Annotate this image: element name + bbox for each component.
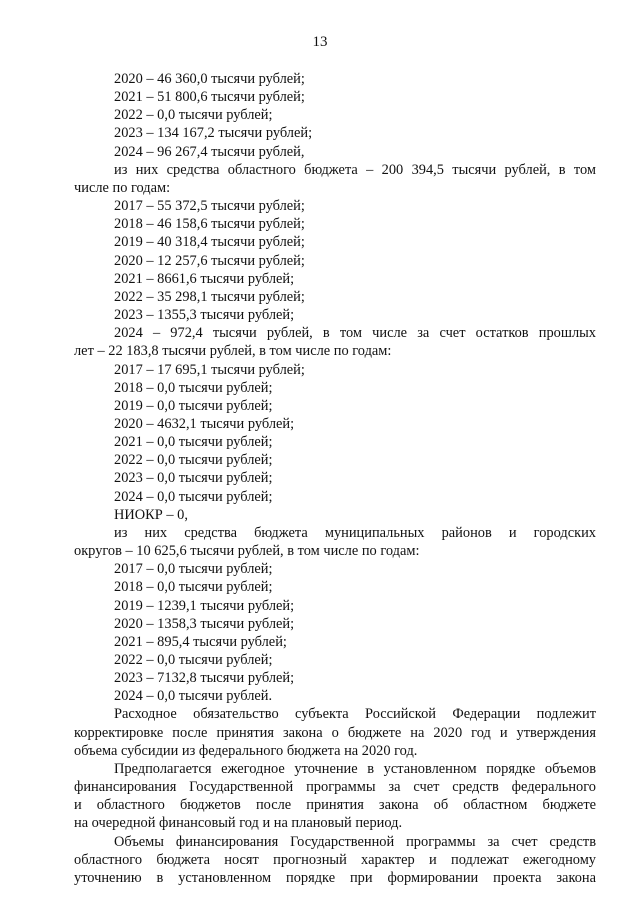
text-line: из них средства бюджета муниципальных районов и городских xyxy=(114,524,596,541)
text-line: 2023 – 134 167,2 тысячи рублей; xyxy=(114,125,313,142)
text-line: 2023 – 0,0 тысячи рублей; xyxy=(114,470,273,487)
text-line: Расходное обязательство субъекта Российской Федерации подлежит xyxy=(114,706,596,723)
text-line: на очередной финансовый год и на плановый период. xyxy=(74,815,403,832)
page-number: 13 xyxy=(312,34,328,50)
document-body xyxy=(74,70,596,887)
text-line: 2019 – 0,0 тысячи рублей; xyxy=(114,397,273,414)
text-line: числе по годам: xyxy=(74,179,171,196)
text-line: округов – 10 625,6 тысячи рублей, в том числе по годам: xyxy=(74,543,420,560)
text-line: 2021 – 51 800,6 тысячи рублей; xyxy=(114,89,305,106)
text-line: 2018 – 0,0 тысячи рублей; xyxy=(114,379,273,396)
text-line: 2020 – 1358,3 тысячи рублей; xyxy=(114,615,295,632)
text-line: областного бюджета носят прогнозный характер и подлежат ежегодному xyxy=(74,851,596,868)
text-line: корректировке после принятия закона о бюджете на 2020 год и утверждения xyxy=(74,724,596,741)
text-line: 2019 – 1239,1 тысячи рублей; xyxy=(114,597,295,614)
text-line: из них средства областного бюджета – 200 394,5 тысячи рублей, в том xyxy=(114,161,596,178)
text-line: 2022 – 0,0 тысячи рублей; xyxy=(114,452,273,469)
text-line: объема субсидии из федерального бюджета на 2020 год. xyxy=(74,742,418,759)
text-line: лет – 22 183,8 тысячи рублей, в том числе по годам: xyxy=(74,343,392,360)
text-line: финансирования Государственной программы за счет средств федерального xyxy=(74,779,596,796)
text-line: 2020 – 4632,1 тысячи рублей; xyxy=(114,415,295,432)
text-line: 2022 – 0,0 тысячи рублей; xyxy=(114,652,273,668)
text-line: 2024 – 972,4 тысячи рублей, в том числе за счет остатков прошлых xyxy=(114,325,596,342)
text-line: 2018 – 0,0 тысячи рублей; xyxy=(114,579,273,596)
text-line: 2021 – 8661,6 тысячи рублей; xyxy=(114,270,295,287)
text-line: 2023 – 1355,3 тысячи рублей; xyxy=(114,307,295,324)
text-line: 2021 – 895,4 тысячи рублей; xyxy=(114,633,287,650)
text-line: 2018 – 46 158,6 тысячи рублей; xyxy=(114,216,305,233)
text-line: 2023 – 7132,8 тысячи рублей; xyxy=(114,670,295,687)
text-line: 2017 – 55 372,5 тысячи рублей; xyxy=(114,198,305,215)
text-line: 2020 – 12 257,6 тысячи рублей; xyxy=(114,252,305,269)
text-line: 2024 – 0,0 тысячи рублей; xyxy=(114,488,273,505)
text-line: 2019 – 40 318,4 тысячи рублей; xyxy=(114,234,305,251)
text-line: 2017 – 17 695,1 тысячи рублей; xyxy=(114,361,305,378)
text-line: Объемы финансирования Государственной программы за счет средств xyxy=(114,833,596,850)
text-line: НИОКР – 0, xyxy=(114,506,188,523)
text-line: 2021 – 0,0 тысячи рублей; xyxy=(114,434,273,451)
text-line: 2017 – 0,0 тысячи рублей; xyxy=(114,561,273,578)
text-line: 2022 – 0,0 тысячи рублей; xyxy=(114,107,273,124)
text-line: Предполагается ежегодное уточнение в установленном порядке объемов xyxy=(114,760,596,777)
text-line: 2022 – 35 298,1 тысячи рублей; xyxy=(114,288,305,305)
text-line: 2024 – 96 267,4 тысячи рублей, xyxy=(114,143,305,160)
text-line: 2024 – 0,0 тысячи рублей. xyxy=(114,688,273,705)
text-line: и областного бюджетов после принятия закона об областном бюджете xyxy=(74,797,596,814)
text-line: уточнению в установленном порядке при формировании проекта закона xyxy=(74,869,596,886)
text-line: 2020 – 46 360,0 тысячи рублей; xyxy=(114,71,305,87)
